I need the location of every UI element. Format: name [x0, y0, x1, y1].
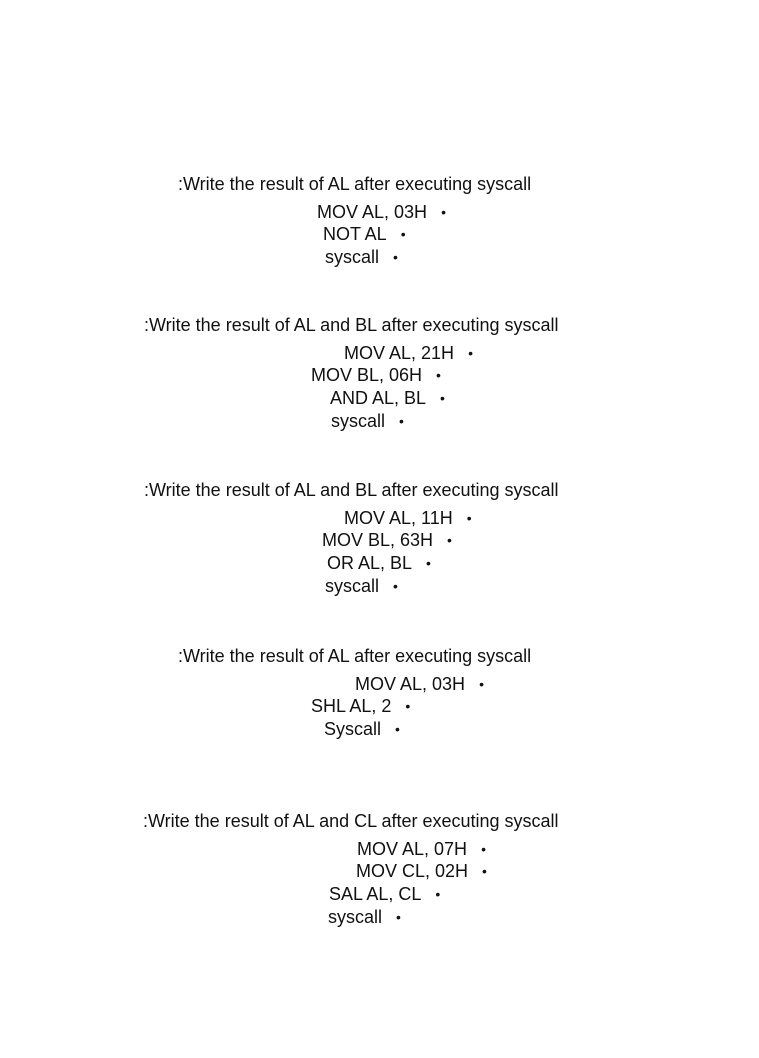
code-text: SHL AL, 2 [311, 696, 392, 716]
code-line [325, 246, 398, 268]
bullet-icon: • [466, 510, 472, 526]
bullet-icon: • [393, 249, 398, 265]
question-title: :Write the result of AL and CL after executing syscall [143, 811, 559, 831]
code-line [355, 673, 484, 695]
code-line [328, 906, 401, 928]
code-line [323, 223, 406, 245]
code-line [329, 883, 440, 905]
code-text: MOV AL, 07H [357, 839, 468, 859]
code-text: syscall [325, 247, 380, 267]
code-text: MOV AL, 21H [344, 343, 455, 363]
code-text: MOV AL, 11H [344, 508, 453, 528]
code-line [324, 718, 400, 740]
bullet-icon: • [481, 841, 486, 857]
code-text: SAL AL, CL [329, 884, 422, 904]
bullet-icon: • [400, 226, 406, 242]
bullet-icon: • [441, 204, 446, 220]
code-line [325, 575, 398, 597]
code-text: OR AL, BL [327, 553, 413, 573]
bullet-icon: • [468, 345, 473, 361]
bullet-icon: • [393, 578, 398, 594]
code-line [322, 529, 452, 551]
question-title: :Write the result of AL after executing syscall [178, 646, 532, 666]
code-text: syscall [331, 411, 386, 431]
code-text: MOV AL, 03H [317, 202, 428, 222]
bullet-icon: • [435, 886, 441, 902]
bullet-icon: • [436, 367, 441, 383]
code-text: MOV BL, 63H [322, 530, 434, 550]
code-text: syscall [325, 576, 380, 596]
bullet-icon: • [440, 390, 445, 406]
code-line [330, 387, 445, 409]
bullet-icon: • [482, 863, 487, 879]
question-title: :Write the result of AL and BL after executing syscall [144, 480, 559, 500]
question-title: :Write the result of AL and BL after executing syscall [144, 315, 559, 335]
code-line [357, 838, 486, 860]
code-line [317, 201, 446, 223]
bullet-icon: • [395, 721, 400, 737]
code-line [331, 410, 404, 432]
code-line [327, 552, 431, 574]
code-line [356, 860, 487, 882]
bullet-icon: • [405, 698, 411, 714]
bullet-icon: • [479, 676, 484, 692]
code-text: Syscall [324, 719, 382, 739]
code-text: AND AL, BL [330, 388, 427, 408]
code-text: syscall [328, 907, 383, 927]
code-line [311, 695, 410, 717]
bullet-icon: • [396, 909, 401, 925]
code-text: MOV AL, 03H [355, 674, 466, 694]
code-text: MOV BL, 06H [311, 365, 423, 385]
code-line [311, 364, 441, 386]
bullet-icon: • [426, 555, 431, 571]
question-title: :Write the result of AL after executing syscall [178, 174, 532, 194]
bullet-icon: • [399, 413, 404, 429]
code-text: NOT AL [323, 224, 387, 244]
code-line [344, 342, 473, 364]
code-text: MOV CL, 02H [356, 861, 469, 881]
code-line [344, 507, 472, 529]
bullet-icon: • [447, 532, 452, 548]
